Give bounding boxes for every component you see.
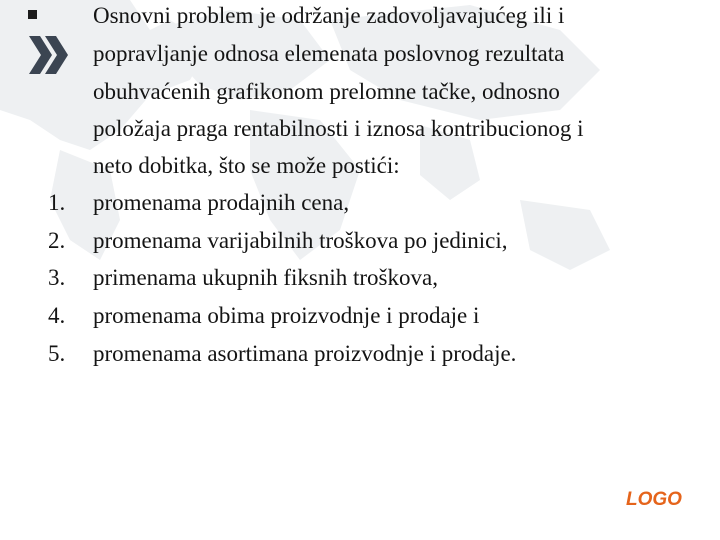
- square-bullet-icon: [28, 10, 37, 19]
- intro-line-1: Osnovni problem je održanje zadovoljavajućeg ili i: [93, 3, 565, 28]
- intro-line-3: obuhvaćenih grafikonom prelomne tačke, odnosno: [93, 79, 560, 104]
- list-item-number: 5.: [48, 341, 66, 366]
- list-item-number: 1.: [48, 190, 66, 215]
- intro-line-2: popravljanje odnosa elemenata poslovnog rezultata: [93, 41, 565, 66]
- list-item-number: 4.: [48, 303, 66, 328]
- list-item-text: promenama obima proizvodnje i prodaje i: [93, 303, 480, 328]
- footer-logo: LOGO: [626, 489, 682, 510]
- intro-line-5: neto dobitka, što se može postići:: [93, 153, 400, 178]
- intro-line-4: položaja praga rentabilnosti i iznosa kontribucionog i: [93, 116, 584, 141]
- list-item-number: 3.: [48, 265, 66, 290]
- list-item-text: promenama prodajnih cena,: [93, 190, 350, 215]
- list-item-text: promenama asortimana proizvodnje i prodaje.: [93, 341, 517, 366]
- list-item-text: primenama ukupnih fiksnih troškova,: [93, 265, 438, 290]
- list-item-number: 2.: [48, 228, 66, 253]
- list-item-text: promenama varijabilnih troškova po jedinici,: [93, 228, 508, 253]
